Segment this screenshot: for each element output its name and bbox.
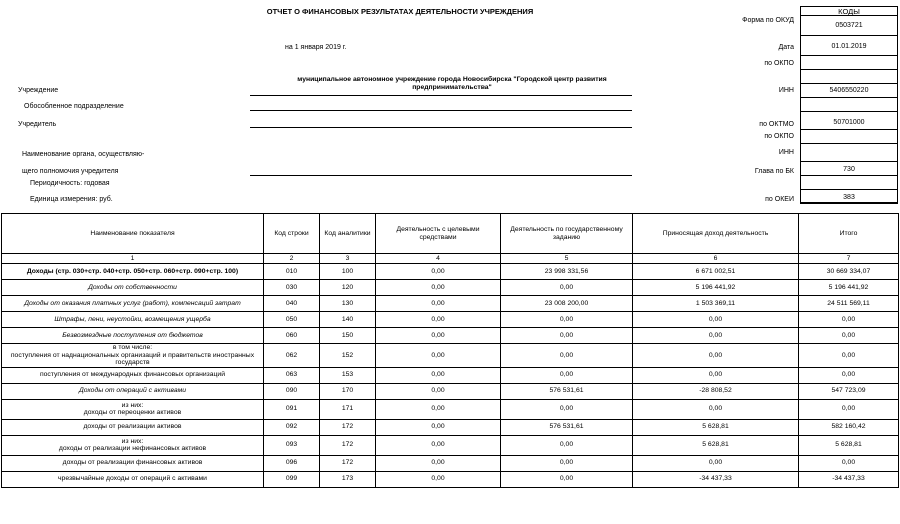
row-line-code-cell: 050: [264, 312, 320, 328]
col-number: 5: [501, 254, 633, 264]
row-analytics-code-cell: 172: [320, 419, 376, 435]
row-income-activity-cell: 5 628,81: [633, 435, 799, 455]
row-name-cell: доходы от реализации активов: [2, 419, 264, 435]
authority-label-1: Наименование органа, осуществляю-: [22, 151, 145, 158]
row-line-code-cell: 090: [264, 383, 320, 399]
institution-name: муниципальное автономное учреждение города Новосибирска "Городской центр развития предпринимательства": [297, 76, 607, 91]
row-state-task-cell: 576 531,61: [501, 383, 633, 399]
periodicity-label: Периодичность: годовая: [30, 180, 110, 187]
col-header-name: Наименование показателя: [2, 214, 264, 254]
row-analytics-code-cell: 100: [320, 264, 376, 280]
col-number: 4: [376, 254, 501, 264]
row-name-cell: из них: доходы от переоценки активов: [2, 399, 264, 419]
row-income-activity-cell: -34 437,33: [633, 471, 799, 487]
row-analytics-code-cell: 150: [320, 328, 376, 344]
inn-code-1: 5406550220: [800, 84, 898, 98]
row-analytics-code-cell: 172: [320, 435, 376, 455]
row-name-cell: Доходы от операций с активами: [2, 383, 264, 399]
row-name-cell: Безвозмездные поступления от бюджетов: [2, 328, 264, 344]
oktmo-code: 50701000: [800, 112, 898, 130]
row-name-cell: чрезвычайные доходы от операций с активами: [2, 471, 264, 487]
okud-label: Форма по ОКУД: [742, 17, 794, 24]
row-name-cell: Доходы от собственности: [2, 280, 264, 296]
row-income-activity-cell: -28 808,52: [633, 383, 799, 399]
row-analytics-code-cell: 130: [320, 296, 376, 312]
col-header-state-task: Деятельность по государственному заданию: [501, 214, 633, 254]
okpo-code-2: [800, 130, 898, 144]
okpo-label-2: по ОКПО: [764, 133, 794, 140]
row-income-activity-cell: 1 503 369,11: [633, 296, 799, 312]
row-state-task-cell: 0,00: [501, 328, 633, 344]
row-line-code-cell: 010: [264, 264, 320, 280]
row-state-task-cell: 0,00: [501, 312, 633, 328]
table-column-numbers-row: [2, 254, 899, 264]
row-targeted-cell: 0,00: [376, 296, 501, 312]
row-name-cell: из них: доходы от реализации нефинансовых активов: [2, 435, 264, 455]
row-income-activity-cell: 0,00: [633, 367, 799, 383]
row-analytics-code-cell: 120: [320, 280, 376, 296]
row-targeted-cell: 0,00: [376, 383, 501, 399]
row-state-task-cell: 0,00: [501, 471, 633, 487]
glava-label: Глава по БК: [754, 168, 794, 175]
col-number: 1: [2, 254, 264, 264]
row-name-cell: доходы от реализации финансовых активов: [2, 455, 264, 471]
row-line-code-cell: 062: [264, 344, 320, 368]
table-row: [2, 471, 899, 487]
row-state-task-cell: 0,00: [501, 344, 633, 368]
row-total-cell: 547 723,09: [799, 383, 899, 399]
row-state-task-cell: 576 531,61: [501, 419, 633, 435]
okud-code: 0503721: [800, 16, 898, 36]
row-line-code-cell: 060: [264, 328, 320, 344]
row-targeted-cell: 0,00: [376, 435, 501, 455]
col-header-income-activity: Приносящая доход деятельность: [633, 214, 799, 254]
row-line-code-cell: 091: [264, 399, 320, 419]
row-line-code-cell: 040: [264, 296, 320, 312]
founder-label: Учредитель: [18, 121, 57, 128]
inn-label-1: ИНН: [778, 87, 794, 94]
row-targeted-cell: 0,00: [376, 419, 501, 435]
row-state-task-cell: 0,00: [501, 367, 633, 383]
table-row: [2, 312, 899, 328]
row-line-code-cell: 092: [264, 419, 320, 435]
oktmo-label: по ОКТМО: [759, 121, 794, 128]
code-spacer-1: [800, 70, 898, 84]
row-income-activity-cell: 5 196 441,92: [633, 280, 799, 296]
row-targeted-cell: 0,00: [376, 328, 501, 344]
code-spacer-3: [800, 176, 898, 190]
col-number: 6: [633, 254, 799, 264]
table-row: [2, 383, 899, 399]
institution-label: Учреждение: [18, 87, 59, 94]
row-name-cell: поступления от международных финансовых организаций: [2, 367, 264, 383]
row-income-activity-cell: 0,00: [633, 328, 799, 344]
row-income-activity-cell: 0,00: [633, 399, 799, 419]
okei-label: по ОКЕИ: [765, 196, 794, 203]
row-targeted-cell: 0,00: [376, 344, 501, 368]
row-state-task-cell: 23 008 200,00: [501, 296, 633, 312]
table-header-row: [2, 214, 899, 254]
subdivision-label: Обособленное подразделение: [24, 103, 124, 110]
unit-label: Единица измерения: руб.: [30, 196, 113, 203]
row-total-cell: 24 511 569,11: [799, 296, 899, 312]
col-header-targeted: Деятельность с целевыми средствами: [376, 214, 501, 254]
col-number: 7: [799, 254, 899, 264]
code-spacer-2: [800, 98, 898, 112]
row-targeted-cell: 0,00: [376, 312, 501, 328]
row-total-cell: 0,00: [799, 344, 899, 368]
row-total-cell: 30 669 334,07: [799, 264, 899, 280]
col-header-total: Итого: [799, 214, 899, 254]
row-state-task-cell: 0,00: [501, 280, 633, 296]
row-targeted-cell: 0,00: [376, 264, 501, 280]
row-total-cell: 0,00: [799, 367, 899, 383]
row-name-cell: Штрафы, пени, неустойки, возмещения ущерба: [2, 312, 264, 328]
row-state-task-cell: 0,00: [501, 455, 633, 471]
row-income-activity-cell: 0,00: [633, 344, 799, 368]
row-targeted-cell: 0,00: [376, 280, 501, 296]
subdivision-line: [250, 110, 632, 111]
row-targeted-cell: 0,00: [376, 367, 501, 383]
row-analytics-code-cell: 173: [320, 471, 376, 487]
row-total-cell: 582 160,42: [799, 419, 899, 435]
row-line-code-cell: 099: [264, 471, 320, 487]
row-total-cell: 5 196 441,92: [799, 280, 899, 296]
row-state-task-cell: 0,00: [501, 435, 633, 455]
table-body: [2, 264, 899, 488]
table-row: [2, 328, 899, 344]
report-date-text: на 1 января 2019 г.: [285, 44, 347, 51]
row-total-cell: 0,00: [799, 399, 899, 419]
col-number: 3: [320, 254, 376, 264]
table-row: [2, 264, 899, 280]
row-line-code-cell: 093: [264, 435, 320, 455]
date-label: Дата: [778, 44, 794, 51]
okei-code: 383: [800, 190, 898, 204]
authority-line: [250, 175, 632, 176]
okpo-code-1: [800, 56, 898, 70]
row-total-cell: -34 437,33: [799, 471, 899, 487]
row-targeted-cell: 0,00: [376, 455, 501, 471]
date-code: 01.01.2019: [800, 36, 898, 56]
inn-label-2: ИНН: [778, 149, 794, 156]
col-header-analytics-code: Код аналитики: [320, 214, 376, 254]
row-income-activity-cell: 5 628,81: [633, 419, 799, 435]
row-analytics-code-cell: 170: [320, 383, 376, 399]
col-header-line-code: Код строки: [264, 214, 320, 254]
row-analytics-code-cell: 171: [320, 399, 376, 419]
table-row: [2, 367, 899, 383]
row-name-cell: Доходы (стр. 030+стр. 040+стр. 050+стр. 060+стр. 090+стр. 100): [2, 264, 264, 280]
row-analytics-code-cell: 153: [320, 367, 376, 383]
row-total-cell: 0,00: [799, 312, 899, 328]
row-analytics-code-cell: 140: [320, 312, 376, 328]
row-state-task-cell: 23 998 331,56: [501, 264, 633, 280]
row-income-activity-cell: 0,00: [633, 312, 799, 328]
row-line-code-cell: 063: [264, 367, 320, 383]
okpo-label-1: по ОКПО: [764, 60, 794, 67]
col-number: 2: [264, 254, 320, 264]
table-row: [2, 455, 899, 471]
row-total-cell: 5 628,81: [799, 435, 899, 455]
table-row: [2, 280, 899, 296]
row-targeted-cell: 0,00: [376, 399, 501, 419]
table-row: [2, 344, 899, 368]
inn-code-2: [800, 144, 898, 162]
row-income-activity-cell: 0,00: [633, 455, 799, 471]
row-targeted-cell: 0,00: [376, 471, 501, 487]
row-total-cell: 0,00: [799, 328, 899, 344]
row-state-task-cell: 0,00: [501, 399, 633, 419]
institution-line: [250, 95, 632, 96]
founder-line: [250, 127, 632, 128]
financial-results-table: [1, 213, 899, 488]
report-title: ОТЧЕТ О ФИНАНСОВЫХ РЕЗУЛЬТАТАХ ДЕЯТЕЛЬНОСТИ УЧРЕЖДЕНИЯ: [266, 7, 534, 16]
row-income-activity-cell: 6 671 002,51: [633, 264, 799, 280]
row-analytics-code-cell: 172: [320, 455, 376, 471]
row-analytics-code-cell: 152: [320, 344, 376, 368]
table-row: [2, 435, 899, 455]
row-name-cell: в том числе: поступления от наднациональных организаций и правительств иностранных государств: [2, 344, 264, 368]
codes-header: КОДЫ: [800, 6, 898, 16]
row-line-code-cell: 030: [264, 280, 320, 296]
row-line-code-cell: 096: [264, 455, 320, 471]
table-row: [2, 419, 899, 435]
authority-label-2: щего полномочия учредителя: [22, 168, 119, 175]
table-row: [2, 399, 899, 419]
glava-code: 730: [800, 162, 898, 176]
row-total-cell: 0,00: [799, 455, 899, 471]
row-name-cell: Доходы от оказания платных услуг (работ), компенсаций затрат: [2, 296, 264, 312]
table-row: [2, 296, 899, 312]
